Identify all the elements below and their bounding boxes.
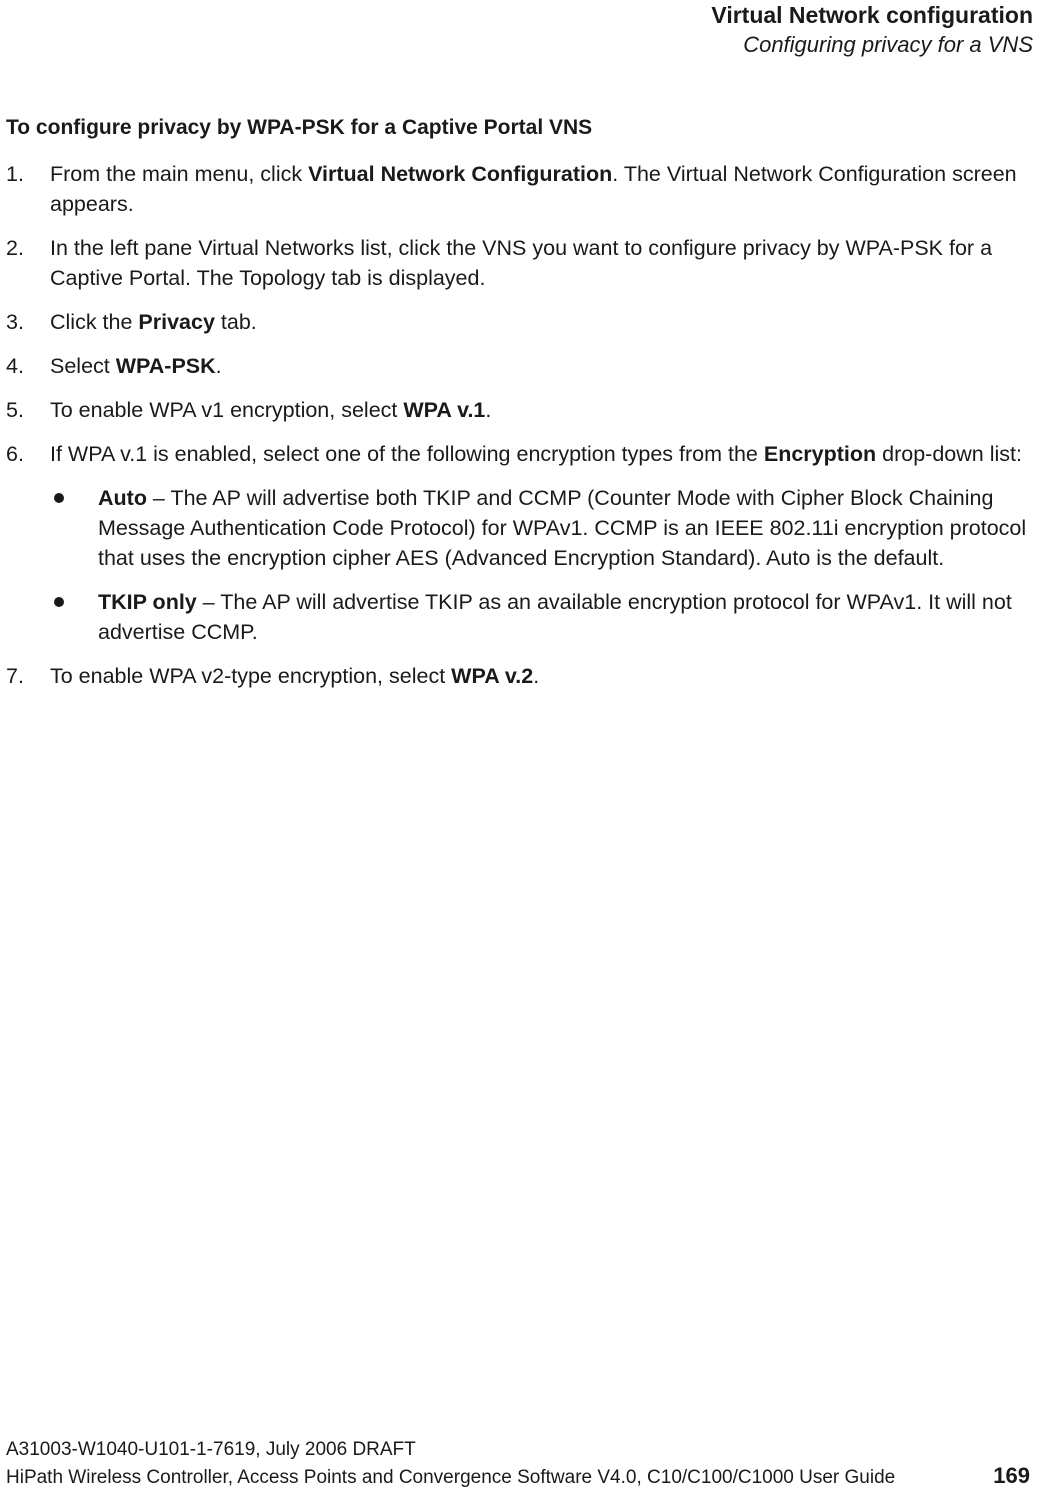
step-number: 3. xyxy=(6,310,24,334)
step-5 xyxy=(6,395,1034,425)
step-3 xyxy=(6,307,1034,337)
step-text: In the left pane Virtual Networks list, click the VNS you want to configure privacy by WPA-PSK for a Captive Portal. The Topology tab is displayed. xyxy=(50,236,993,290)
step-text: . xyxy=(485,398,492,422)
step-text: Select xyxy=(50,354,116,378)
step-2 xyxy=(6,233,1034,293)
ui-term: WPA-PSK xyxy=(115,354,216,378)
encryption-options-list xyxy=(50,483,1034,647)
step-text: tab. xyxy=(214,310,257,334)
page-footer xyxy=(6,1437,1030,1491)
ui-term: Virtual Network Configuration xyxy=(308,162,613,186)
option-description: – The AP will advertise both TKIP and CCMP (Counter Mode with Cipher Block Chaining Message Authentication Code Protocol) for WPAv1. CCMP is an IEEE 802.11i encryption protocol that uses the encryption cipher AES (Advanced Encryption Standard). Auto is the default. xyxy=(98,486,1027,570)
step-text: . xyxy=(533,664,540,688)
bullet-item-auto xyxy=(50,483,1034,573)
step-7 xyxy=(6,661,1034,691)
ui-term: WPA v.2 xyxy=(451,664,534,688)
chapter-title: Virtual Network configuration xyxy=(711,2,1033,28)
bullet-dot-icon xyxy=(54,597,64,607)
step-text: Click the xyxy=(50,310,139,334)
step-4 xyxy=(6,351,1034,381)
step-text: To enable WPA v1 encryption, select xyxy=(50,398,404,422)
step-number: 7. xyxy=(6,664,24,688)
step-number: 6. xyxy=(6,442,24,466)
footer-line xyxy=(6,1463,1030,1491)
option-name: TKIP only xyxy=(98,590,197,614)
ui-term: Privacy xyxy=(138,310,215,334)
step-text: If WPA v.1 is enabled, select one of the following encryption types from the xyxy=(50,442,764,466)
step-text: To enable WPA v2-type encryption, select xyxy=(50,664,452,688)
running-header xyxy=(711,0,1033,60)
step-text: . xyxy=(215,354,222,378)
step-number: 2. xyxy=(6,236,24,260)
bullet-item-tkip-only xyxy=(50,587,1034,647)
procedure-title: To configure privacy by WPA-PSK for a Captive Portal VNS xyxy=(6,116,593,139)
procedure-steps xyxy=(6,159,1034,705)
option-description: – The AP will advertise TKIP as an available encryption protocol for WPAv1. It will not advertise CCMP. xyxy=(98,590,1012,644)
ui-term: Encryption xyxy=(763,442,877,466)
step-number: 1. xyxy=(6,162,24,186)
step-text: . The Virtual Network Configuration screen appears. xyxy=(50,162,1017,216)
step-number: 4. xyxy=(6,354,24,378)
page-number: 169 xyxy=(993,1463,1030,1488)
step-1 xyxy=(6,159,1034,219)
section-title: Configuring privacy for a VNS xyxy=(743,32,1033,57)
step-text: From the main menu, click xyxy=(50,162,309,186)
bullet-dot-icon xyxy=(54,493,64,503)
option-name: Auto xyxy=(98,486,147,510)
document-title: HiPath Wireless Controller, Access Points and Convergence Software V4.0, C10/C100/C1000 User Guide xyxy=(6,1467,896,1488)
step-6 xyxy=(6,439,1034,647)
step-number: 5. xyxy=(6,398,24,422)
ui-term: WPA v.1 xyxy=(403,398,486,422)
step-text: drop-down list: xyxy=(876,442,1022,466)
document-id: A31003-W1040-U101-1-7619, July 2006 DRAFT xyxy=(6,1439,416,1460)
